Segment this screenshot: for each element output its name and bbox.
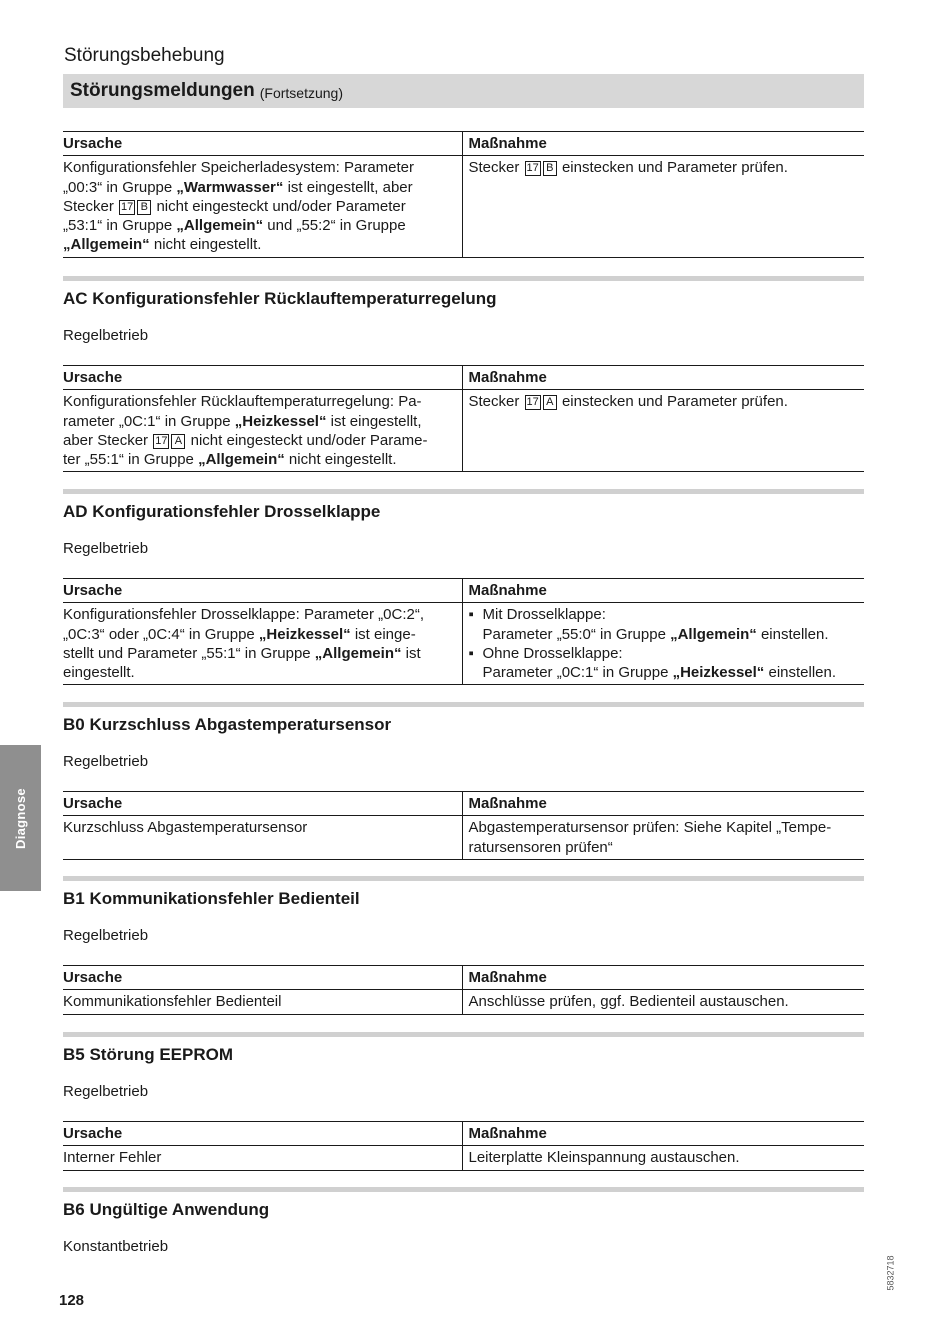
cause-header: Ursache — [63, 792, 462, 816]
table-header-row — [63, 366, 864, 390]
text-run: stellt und Parameter „55:1“ in Gruppe — [63, 644, 315, 662]
fault-section-b0 — [63, 702, 864, 860]
fault-section-ad — [63, 489, 864, 685]
table-row — [63, 990, 864, 1014]
text-run: Anschlüsse prüfen, ggf. Bedienteil austauschen. — [468, 993, 789, 1011]
text-run: nicht eingestellt. — [284, 451, 397, 469]
operating-mode: Regelbetrieb — [63, 327, 149, 344]
fault-title: B6 Ungültige Anwendung — [63, 1200, 270, 1219]
table-header-row — [63, 579, 864, 603]
cause-header: Ursache — [63, 366, 462, 390]
text-run: eingestellt. — [63, 664, 135, 682]
plug-label-box: A — [171, 434, 185, 449]
action-header: Maßnahme — [462, 966, 864, 990]
plug-label-box: 17 — [526, 396, 539, 409]
section-divider — [63, 1032, 864, 1037]
text-run: Konfigurationsfehler Speicherladesystem: Parameter — [63, 159, 415, 177]
diagnose-side-tab — [0, 745, 41, 891]
fault-section-ac — [63, 276, 864, 472]
text-run: Konfigurationsfehler Drosselklappe: Parameter „0C:2“, — [63, 606, 425, 624]
text-run: aber Stecker — [63, 431, 153, 449]
action-list-item — [469, 605, 865, 644]
action-list-item — [469, 644, 865, 683]
fault-title: B0 Kurzschluss Abgastemperatursensor — [63, 715, 392, 734]
text-run: einstecken und Parameter prüfen. — [557, 159, 788, 177]
text-run: Kurzschluss Abgastemperatursensor — [63, 819, 308, 837]
text-run: ter „55:1“ in Gruppe — [63, 451, 199, 469]
side-tab-label: Diagnose — [13, 787, 29, 849]
table-row — [63, 1146, 864, 1170]
intro-fault-block — [63, 131, 864, 258]
text-run: Parameter „0C:1“ in Gruppe — [482, 664, 673, 682]
table-row — [63, 603, 864, 685]
bold-term: „Allgemein“ — [63, 236, 150, 254]
fault-table — [63, 365, 864, 472]
text-run: Interner Fehler — [63, 1149, 162, 1167]
action-header: Maßnahme — [462, 792, 864, 816]
page-title: Störungsmeldungen — [70, 80, 255, 101]
running-header: Störungsbehebung — [64, 45, 225, 66]
bold-term: „Heizkessel“ — [258, 625, 351, 643]
section-divider — [63, 876, 864, 881]
text-run: einstellen. — [764, 664, 837, 682]
action-header: Maßnahme — [462, 1122, 864, 1146]
text-run: Ohne Drosselklappe: — [482, 644, 623, 662]
bold-term: „Allgemein“ — [198, 451, 285, 469]
fault-title: B1 Kommunikationsfehler Bedienteil — [63, 889, 360, 908]
action-header: Maßnahme — [462, 366, 864, 390]
plug-label-box: 17 — [121, 200, 134, 213]
action-cell — [462, 990, 864, 1014]
text-run: und „55:2“ in Gruppe — [263, 217, 406, 235]
text-run: Stecker — [468, 159, 524, 177]
fault-section-b6 — [63, 1187, 864, 1257]
table-header-row — [63, 792, 864, 816]
text-run: nicht eingesteckt und/oder Parameter — [152, 197, 406, 215]
cause-cell — [63, 156, 462, 257]
cause-header: Ursache — [63, 579, 462, 603]
fault-table — [63, 578, 864, 685]
text-run: nicht eingestellt. — [149, 236, 262, 254]
bold-term: „Heizkessel“ — [234, 412, 327, 430]
table-row — [63, 816, 864, 860]
table-row — [63, 156, 864, 257]
text-run: einstellen. — [756, 625, 829, 643]
section-title-bar — [63, 74, 864, 108]
text-run: Stecker — [468, 393, 524, 411]
cause-cell — [63, 1146, 462, 1170]
text-run: ratursensoren prüfen“ — [468, 838, 613, 856]
text-run: rameter „0C:1“ in Gruppe — [63, 412, 235, 430]
operating-mode: Regelbetrieb — [63, 753, 149, 770]
section-divider — [63, 702, 864, 707]
cause-header: Ursache — [63, 132, 462, 156]
cause-header: Ursache — [63, 1122, 462, 1146]
cause-cell — [63, 816, 462, 860]
action-header: Maßnahme — [462, 132, 864, 156]
plug-label-box: B — [137, 200, 151, 215]
document-code: 5832718 — [885, 1255, 896, 1291]
table-header-row — [63, 1122, 864, 1146]
fault-section-b5 — [63, 1032, 864, 1171]
text-run: Parameter „55:0“ in Gruppe — [482, 625, 671, 643]
action-cell — [462, 390, 864, 472]
text-run: Leiterplatte Kleinspannung austauschen. — [468, 1149, 740, 1167]
plug-label-box: A — [543, 395, 557, 410]
bold-term: „Heizkessel“ — [672, 664, 765, 682]
action-header: Maßnahme — [462, 579, 864, 603]
text-run: Konfigurationsfehler Rücklauftemperaturregelung: Pa- — [63, 393, 422, 411]
text-run: Kommunikationsfehler Bedienteil — [63, 993, 282, 1011]
cause-cell — [63, 990, 462, 1014]
section-divider — [63, 276, 864, 281]
operating-mode: Konstantbetrieb — [63, 1238, 169, 1255]
action-list — [469, 605, 865, 682]
fault-title: B5 Störung EEPROM — [63, 1045, 234, 1064]
operating-mode: Regelbetrieb — [63, 927, 149, 944]
bold-term: „Allgemein“ — [670, 625, 757, 643]
text-run: nicht eingesteckt und/oder Parame- — [186, 431, 428, 449]
fault-title: AC Konfigurationsfehler Rücklauftemperaturregelung — [63, 289, 497, 308]
fault-table — [63, 1121, 864, 1171]
action-cell — [462, 1146, 864, 1170]
plug-label-box: 17 — [155, 434, 168, 447]
cause-cell — [63, 390, 462, 472]
fault-table — [63, 791, 864, 860]
text-run: ist einge- — [350, 625, 416, 643]
action-cell — [462, 156, 864, 257]
table-row — [63, 390, 864, 472]
text-run: „0C:3“ oder „0C:4“ in Gruppe — [63, 625, 259, 643]
fault-table — [63, 965, 864, 1015]
action-cell — [462, 816, 864, 860]
text-run: Abgastemperatursensor prüfen: Siehe Kapitel „Tempe- — [468, 819, 832, 837]
operating-mode: Regelbetrieb — [63, 540, 149, 557]
page-title-suffix: (Fortsetzung) — [259, 84, 343, 101]
cause-cell — [63, 603, 462, 685]
text-run: Stecker — [63, 197, 119, 215]
table-header-row — [63, 966, 864, 990]
text-run: „00:3“ in Gruppe — [63, 178, 177, 196]
bold-term: „Warmwasser“ — [176, 178, 284, 196]
text-run: „53:1“ in Gruppe — [63, 217, 177, 235]
text-run: ist eingestellt, — [326, 412, 422, 430]
operating-mode: Regelbetrieb — [63, 1083, 149, 1100]
action-cell — [462, 603, 864, 685]
cause-header: Ursache — [63, 966, 462, 990]
text-run: einstecken und Parameter prüfen. — [557, 393, 788, 411]
bold-term: „Allgemein“ — [314, 644, 402, 662]
plug-label-box: B — [543, 161, 557, 176]
plug-label-box: 17 — [526, 162, 539, 175]
text-run: ist — [401, 644, 421, 662]
text-run: ist eingestellt, aber — [283, 178, 413, 196]
bold-term: „Allgemein“ — [176, 217, 264, 235]
section-divider — [63, 489, 864, 494]
fault-title: AD Konfigurationsfehler Drosselklappe — [63, 502, 381, 521]
section-divider — [63, 1187, 864, 1192]
fault-table — [63, 131, 864, 258]
table-header-row — [63, 132, 864, 156]
text-run: Mit Drosselklappe: — [482, 606, 606, 624]
page-number: 128 — [59, 1292, 85, 1309]
fault-section-b1 — [63, 876, 864, 1015]
